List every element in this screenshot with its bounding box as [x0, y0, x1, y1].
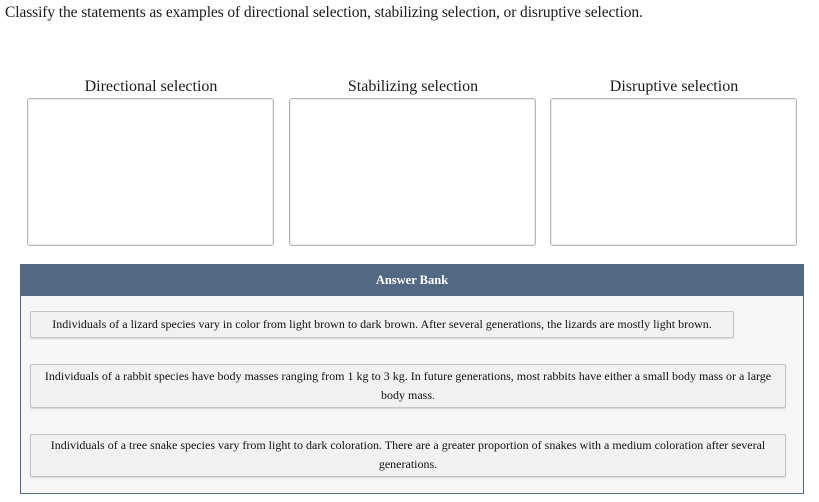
answer-bank-header: Answer Bank: [21, 265, 803, 296]
answer-bank: [20, 264, 804, 494]
drop-zone-disruptive[interactable]: [550, 98, 797, 246]
category-title-directional: Directional selection: [84, 78, 218, 95]
answer-card-snake[interactable]: Individuals of a tree snake species vary from light to dark coloration. There are a greater proportion of snakes with a medium coloration after several generations.: [30, 434, 786, 477]
drop-zone-directional[interactable]: [27, 98, 274, 246]
category-title-disruptive: Disruptive selection: [609, 78, 739, 95]
category-directional: [27, 77, 275, 246]
category-disruptive: [550, 77, 798, 246]
answer-card-rabbit[interactable]: Individuals of a rabbit species have body masses ranging from 1 kg to 3 kg. In future generations, most rabbits have either a small body mass or a large body mass.: [30, 364, 786, 408]
category-title-stabilizing: Stabilizing selection: [347, 78, 479, 95]
answer-card-lizard[interactable]: Individuals of a lizard species vary in color from light brown to dark brown. After several generations, the lizards are mostly light brown.: [30, 311, 734, 338]
category-stabilizing: [289, 77, 537, 246]
drop-zone-stabilizing[interactable]: [289, 98, 536, 246]
question-prompt: Classify the statements as examples of directional selection, stabilizing selection, or disruptive selection.: [5, 4, 643, 21]
